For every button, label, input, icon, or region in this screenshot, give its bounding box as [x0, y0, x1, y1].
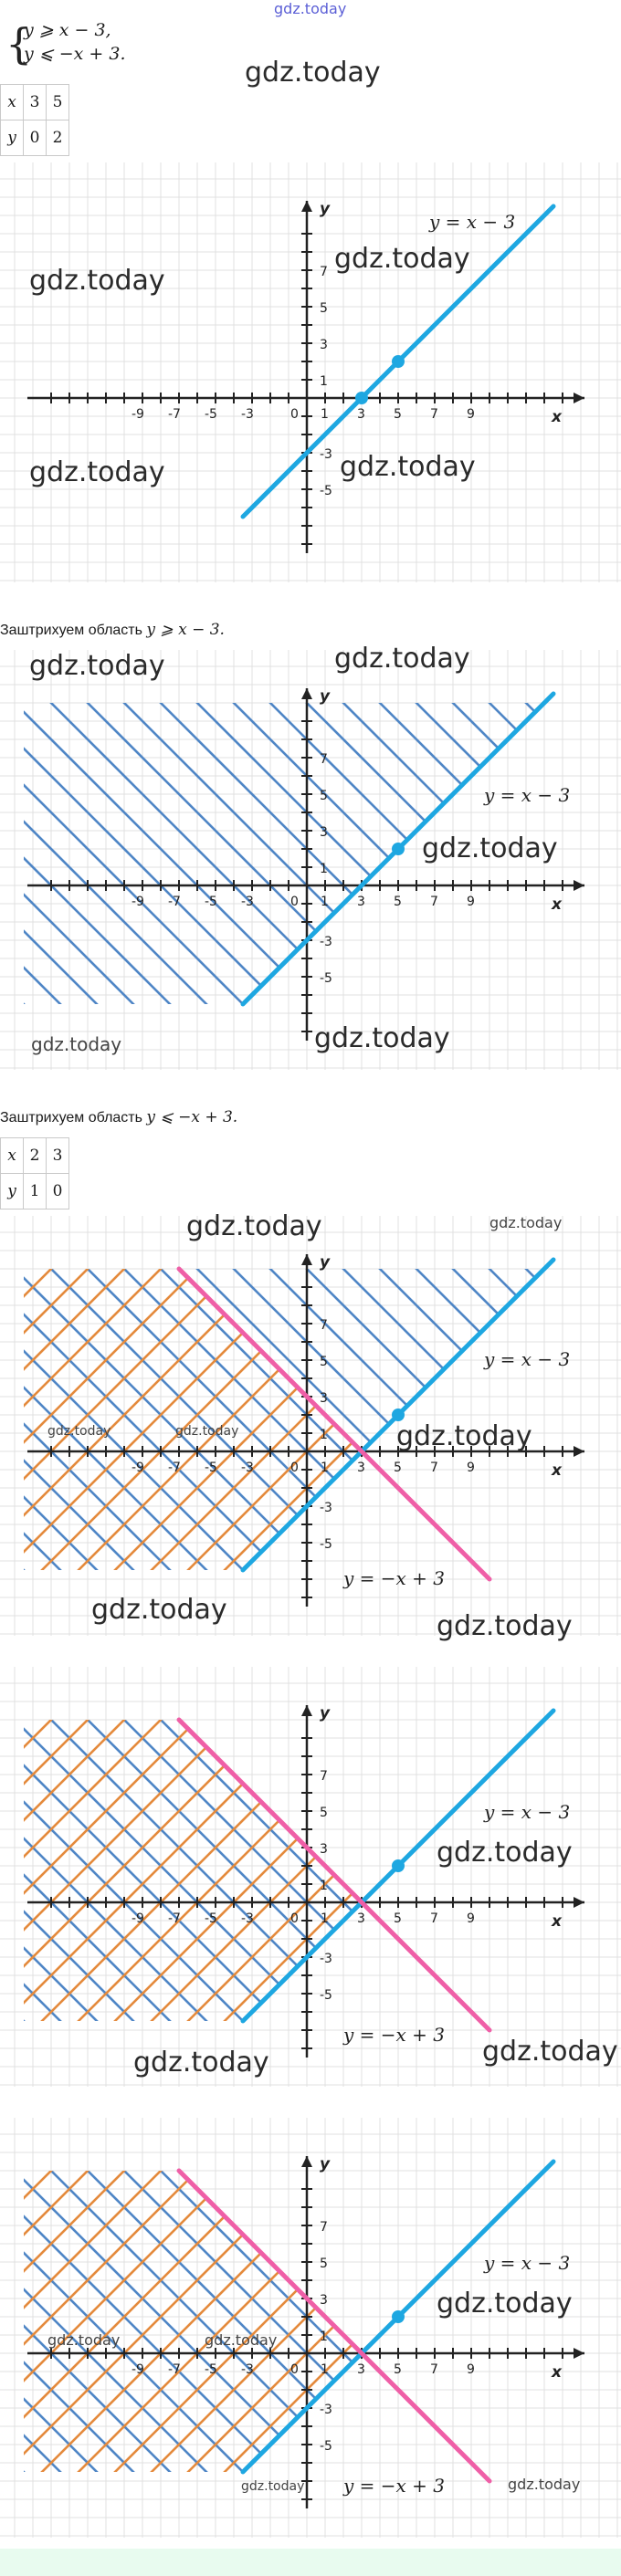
values-table-2 — [0, 1137, 69, 1209]
footer-bar — [0, 2549, 621, 2576]
hatch-line — [0, 2118, 621, 2538]
hatch-line — [0, 1667, 621, 1720]
hatch-line — [0, 1216, 621, 1561]
hatch-line — [0, 1667, 621, 2087]
hatch-line — [0, 1216, 621, 1451]
hatch-line — [0, 2118, 621, 2538]
y-tick-label: 1 — [320, 1428, 328, 1442]
origin-label: 0 — [290, 407, 299, 422]
y-tick-label: -5 — [320, 2439, 332, 2454]
watermark: gdz.today — [340, 451, 476, 483]
hatch-line — [0, 2118, 621, 2538]
x-tick-label: 1 — [321, 1911, 329, 1926]
table-header-y: y — [1, 1174, 24, 1209]
y-axis-arrow — [301, 2156, 312, 2167]
hatch-line — [0, 2499, 621, 2538]
inequality-system — [5, 18, 152, 73]
y-tick-label: -3 — [320, 1952, 332, 1966]
x-tick-label: 5 — [394, 407, 402, 422]
hatch-line — [0, 2118, 621, 2538]
watermark: gdz.today — [334, 643, 470, 675]
x-tick-label: -7 — [168, 1461, 181, 1475]
table-cell: 3 — [24, 85, 47, 120]
y-tick-label: 7 — [320, 265, 328, 279]
x-tick-label: -3 — [241, 407, 254, 422]
x-tick-label: -3 — [241, 895, 254, 909]
hatch-line — [0, 1667, 621, 2085]
x-tick-label: 1 — [321, 407, 329, 422]
y-axis-label: y — [320, 1253, 331, 1272]
watermark: gdz.today — [47, 2331, 121, 2349]
origin-label: 0 — [290, 1911, 299, 1926]
line-2-label: y = −x + 3 — [343, 1567, 446, 1589]
x-axis-label: x — [552, 1461, 562, 1480]
hatch-line — [0, 2118, 621, 2134]
hatch-line — [0, 2118, 621, 2538]
hatch-line — [0, 2118, 621, 2536]
x-axis-arrow — [574, 1897, 584, 1908]
x-tick-label: 7 — [430, 2362, 438, 2377]
watermark: gdz.today — [47, 1424, 111, 1439]
line-1-label: y = x − 3 — [484, 1348, 571, 1370]
watermark: gdz.today — [186, 1210, 322, 1242]
y-tick-label: -3 — [320, 935, 332, 949]
system-line-1: y ⩾ x − 3, — [24, 20, 111, 40]
caption-text: Заштрихуем область — [0, 1110, 147, 1126]
x-tick-label: -9 — [132, 895, 144, 909]
hatch-line — [0, 1667, 621, 2087]
y-tick-label: 3 — [320, 2293, 328, 2308]
caption-shade-2 — [0, 1108, 237, 1126]
x-tick-label: 3 — [357, 1461, 365, 1475]
x-tick-label: 5 — [394, 1911, 402, 1926]
hatch-line — [0, 2118, 621, 2538]
y-tick-label: -5 — [320, 971, 332, 986]
y-tick-label: -3 — [320, 1501, 332, 1515]
marked-point — [392, 355, 405, 368]
hatch-line — [0, 1667, 621, 2087]
hatch-line — [0, 2118, 621, 2538]
y-tick-label: 5 — [320, 1355, 328, 1369]
y-tick-label: 3 — [320, 825, 328, 840]
hatch-group — [0, 1667, 621, 2087]
hatch-line — [0, 1667, 621, 2087]
x-tick-label: 7 — [430, 1461, 438, 1475]
watermark: gdz.today — [437, 1610, 573, 1642]
watermark: gdz.today — [245, 57, 381, 89]
x-tick-label: -3 — [241, 2362, 254, 2377]
watermark: gdz.today — [241, 2479, 305, 2494]
hatch-line — [0, 2118, 621, 2538]
x-tick-label: -9 — [132, 2362, 144, 2377]
y-tick-label: -3 — [320, 447, 332, 462]
y-tick-label: 1 — [320, 2330, 328, 2344]
watermark: gdz.today — [29, 265, 165, 297]
x-axis-label: x — [552, 408, 562, 426]
y-tick-label: 1 — [320, 862, 328, 876]
watermark: gdz.today — [489, 1214, 563, 1231]
y-tick-label: 3 — [320, 338, 328, 352]
x-tick-label: 9 — [467, 2362, 475, 2377]
table-header-x: x — [1, 85, 24, 120]
watermark: gdz.today — [482, 2036, 618, 2068]
x-axis-label: x — [552, 895, 562, 914]
line-2-label: y = −x + 3 — [343, 2024, 446, 2046]
x-tick-label: -9 — [132, 407, 144, 422]
x-tick-label: -5 — [205, 1461, 217, 1475]
x-tick-label: 5 — [394, 895, 402, 909]
y-tick-label: -3 — [320, 2403, 332, 2417]
marked-point — [392, 1859, 405, 1872]
x-tick-label: 5 — [394, 2362, 402, 2377]
table-header-y: y — [1, 120, 24, 156]
y-tick-label: 5 — [320, 301, 328, 316]
hatch-line — [0, 1667, 621, 2087]
y-axis-label: y — [320, 2155, 331, 2173]
system-line-2: y ⩽ −x + 3. — [24, 44, 126, 64]
x-axis-arrow — [574, 2348, 584, 2359]
x-axis-arrow — [574, 393, 584, 403]
table-cell: 1 — [24, 1174, 47, 1209]
x-axis-label: x — [552, 2363, 562, 2382]
x-tick-label: 9 — [467, 407, 475, 422]
x-tick-label: -5 — [205, 895, 217, 909]
caption-shade-1 — [0, 621, 225, 639]
x-axis-arrow — [574, 880, 584, 891]
line-2-label: y = −x + 3 — [343, 2475, 446, 2497]
y-axis-label: y — [320, 687, 331, 706]
y-axis-arrow — [301, 1254, 312, 1265]
x-tick-label: 5 — [394, 1461, 402, 1475]
y-tick-label: -5 — [320, 484, 332, 498]
x-tick-label: -7 — [168, 407, 181, 422]
marked-point — [355, 392, 368, 404]
x-tick-label: 7 — [430, 407, 438, 422]
graph-solution-1 — [0, 1667, 621, 2087]
hatch-line — [0, 1667, 621, 2087]
table-cell: 2 — [24, 1138, 47, 1174]
hatch-line — [0, 1667, 621, 2087]
watermark: gdz.today — [31, 1033, 122, 1055]
hatch-line — [0, 2118, 621, 2536]
x-tick-label: 3 — [357, 1911, 365, 1926]
watermark: gdz.today — [334, 243, 470, 275]
hatch-line — [0, 1667, 621, 2087]
y-tick-label: 5 — [320, 2257, 328, 2271]
line-1-label: y = x − 3 — [484, 1801, 571, 1823]
table-cell: 2 — [47, 120, 69, 156]
hatch-line — [0, 1216, 621, 1451]
hatch-line — [0, 2118, 621, 2538]
hatch-line — [0, 1667, 621, 2087]
watermark: gdz.today — [91, 1594, 227, 1626]
graph-line-1 — [0, 162, 621, 582]
hatch-line — [0, 1667, 621, 1683]
x-axis-arrow — [574, 1446, 584, 1457]
y-tick-label: 7 — [320, 1769, 328, 1784]
line-1-label: y = x − 3 — [429, 211, 516, 233]
x-tick-label: 1 — [321, 895, 329, 909]
hatch-line — [0, 1667, 621, 1720]
hatch-line — [0, 2118, 621, 2538]
system-brace: { — [5, 19, 33, 68]
y-tick-label: -5 — [320, 1988, 332, 2003]
x-tick-label: 9 — [467, 1911, 475, 1926]
hatch-line — [0, 2118, 621, 2207]
hatch-line — [0, 2118, 621, 2134]
hatch-line — [0, 2118, 621, 2207]
hatch-line — [0, 2118, 621, 2171]
table-cell: 5 — [47, 85, 69, 120]
y-tick-label: 3 — [320, 1842, 328, 1857]
table-header-x: x — [1, 1138, 24, 1174]
hatch-line — [0, 1667, 621, 1756]
watermark: gdz.today — [437, 2288, 573, 2319]
watermark: gdz.today — [133, 2047, 269, 2079]
y-tick-label: 1 — [320, 374, 328, 389]
x-tick-label: -5 — [205, 1911, 217, 1926]
hatch-line — [0, 2118, 621, 2538]
line-1-label: y = x − 3 — [484, 2252, 571, 2274]
watermark: gdz.today — [314, 1022, 450, 1054]
x-tick-label: 1 — [321, 2362, 329, 2377]
hatch-line — [0, 1667, 621, 2085]
hatch-line — [0, 2118, 621, 2538]
hatch-line — [0, 2499, 621, 2538]
x-tick-label: 7 — [430, 1911, 438, 1926]
caption-text: Заштрихуем область — [0, 623, 147, 638]
x-tick-label: 3 — [357, 2362, 365, 2377]
x-tick-label: -9 — [132, 1461, 144, 1475]
hatch-line — [0, 1667, 621, 2087]
y-axis-label: y — [320, 200, 331, 218]
graph-solution-2 — [0, 2118, 621, 2538]
hatch-line — [0, 1667, 621, 2087]
watermark: gdz.today — [437, 1837, 573, 1869]
hatch-line — [0, 1667, 621, 1683]
hatch-line — [0, 1667, 621, 1756]
y-tick-label: -5 — [320, 1537, 332, 1552]
y-tick-label: 7 — [320, 1318, 328, 1333]
y-tick-label: 3 — [320, 1391, 328, 1406]
y-tick-label: 5 — [320, 1806, 328, 1820]
x-tick-label: 9 — [467, 1461, 475, 1475]
x-tick-label: 3 — [357, 895, 365, 909]
y-axis-arrow — [301, 201, 312, 212]
values-table-1 — [0, 84, 69, 156]
origin-label: 0 — [290, 895, 299, 909]
x-tick-label: 9 — [467, 895, 475, 909]
hatch-group — [0, 2118, 621, 2538]
watermark: gdz.today — [508, 2476, 581, 2493]
marked-point — [392, 843, 405, 855]
table-cell: 0 — [24, 120, 47, 156]
x-tick-label: -9 — [132, 1911, 144, 1926]
y-tick-label: 7 — [320, 2220, 328, 2235]
hatch-group — [0, 1667, 621, 2087]
caption-math: y ⩾ x − 3. — [146, 621, 225, 639]
top-watermark: gdz.today — [274, 0, 347, 17]
y-axis-label: y — [320, 1704, 331, 1723]
hatch-line — [0, 1667, 621, 2087]
x-tick-label: -7 — [168, 895, 181, 909]
hatch-line — [0, 1216, 621, 1561]
hatch-line — [0, 2118, 621, 2538]
x-tick-label: -5 — [205, 2362, 217, 2377]
watermark: gdz.today — [29, 456, 165, 488]
x-tick-label: -7 — [168, 2362, 181, 2377]
watermark: gdz.today — [29, 650, 165, 682]
y-tick-label: 1 — [320, 1879, 328, 1893]
x-tick-label: -7 — [168, 1911, 181, 1926]
table-cell: 0 — [47, 1174, 69, 1209]
watermark: gdz.today — [175, 1424, 239, 1439]
watermark: gdz.today — [205, 2331, 278, 2349]
y-tick-label: 7 — [320, 752, 328, 767]
hatch-group — [0, 2118, 621, 2538]
y-tick-label: 5 — [320, 789, 328, 803]
x-tick-label: 3 — [357, 407, 365, 422]
hatch-line — [0, 2118, 621, 2538]
y-axis-arrow — [301, 688, 312, 699]
watermark: gdz.today — [422, 832, 558, 864]
hatch-line — [0, 1667, 621, 2087]
x-tick-label: -3 — [241, 1911, 254, 1926]
x-tick-label: -5 — [205, 407, 217, 422]
hatch-line — [0, 2118, 621, 2538]
x-tick-label: -3 — [241, 1461, 254, 1475]
caption-math: y ⩽ −x + 3. — [146, 1108, 238, 1126]
hatch-line — [0, 2118, 621, 2171]
x-tick-label: 7 — [430, 895, 438, 909]
hatch-line — [0, 650, 621, 995]
origin-label: 0 — [290, 1461, 299, 1475]
marked-point — [392, 2310, 405, 2323]
hatch-line — [0, 1667, 621, 2087]
y-axis-arrow — [301, 1705, 312, 1716]
line-1-label: y = x − 3 — [484, 784, 571, 806]
marked-point — [392, 1408, 405, 1421]
hatch-line — [0, 1667, 621, 2087]
x-axis-label: x — [552, 1912, 562, 1931]
origin-label: 0 — [290, 2362, 299, 2377]
hatch-line — [0, 2118, 621, 2538]
x-tick-label: 1 — [321, 1461, 329, 1475]
table-cell: 3 — [47, 1138, 69, 1174]
hatch-line — [0, 1667, 621, 2087]
watermark: gdz.today — [396, 1420, 532, 1452]
